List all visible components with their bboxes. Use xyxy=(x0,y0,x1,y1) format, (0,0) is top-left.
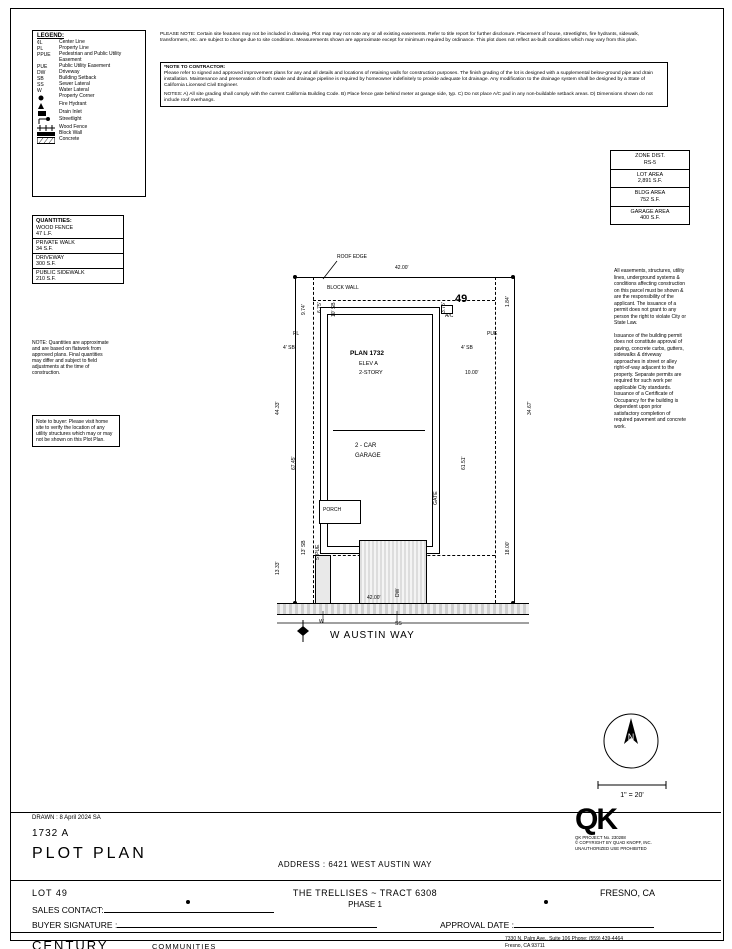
bullet-separator xyxy=(544,893,548,911)
sales-contact-field[interactable] xyxy=(32,905,274,915)
buyer-signature-label: BUYER SIGNATURE : xyxy=(32,920,118,930)
contractor-note-title: *NOTE TO CONTRACTOR: xyxy=(164,65,226,70)
zone-value: 2,891 S.F. xyxy=(637,178,663,185)
legend-key: PUE xyxy=(37,63,48,70)
qk-logo-mark: QK xyxy=(575,803,616,836)
quantity-note: NOTE: Quantities are approximate and are based on flatwork from approved plans. Final quantities may differ and subject to field adjustments at the time of construction. xyxy=(32,340,109,376)
zone-info-box xyxy=(610,150,690,225)
qk-unauthorized: UNAUTHORIZED USE PROHIBITED xyxy=(575,845,647,851)
dim-left-porch: 13' SB xyxy=(301,540,307,555)
legend-box xyxy=(32,30,146,197)
dim-right-inner: 61.51' xyxy=(461,456,467,470)
streetlight-icon xyxy=(37,117,59,125)
quantity-name: PUBLIC SIDEWALK xyxy=(36,270,85,276)
private-walk-area xyxy=(315,555,331,604)
address-label: ADDRESS : 6421 WEST AUSTIN WAY xyxy=(278,860,432,869)
legend-value: Fire Hydrant xyxy=(59,100,87,107)
north-arrow xyxy=(600,710,662,772)
block-wall-label: BLOCK WALL xyxy=(327,285,359,291)
quantity-value: 47 L.F. xyxy=(36,231,53,237)
zone-value: 400 S.F. xyxy=(640,215,660,222)
footer-divider-1 xyxy=(11,812,721,813)
gate-label: GATE xyxy=(433,491,439,505)
legend-value: Drain Inlet xyxy=(59,108,82,115)
dim-left-inner: 67.45' xyxy=(291,456,297,470)
zone-label: ZONE DIST. xyxy=(635,153,665,159)
legend-value: Driveway xyxy=(59,68,80,75)
rear-setback-line xyxy=(313,300,495,301)
scale-text: 1" = 20' xyxy=(620,792,644,799)
property-corner-dot xyxy=(511,275,515,279)
permit-note: Issuance of the building permit does not constitute approval of paving, concrete curbs, gutters, sidewalks & driveway approaches in street or alley right-of-way adjacent to the property. Separate permits are required for such work per applicable City standards. Issuance of a Certificate of Occupancy for the building is dependent upon prior satisfactory completion of required pavement and concrete work. xyxy=(614,332,686,430)
site-plan-drawing xyxy=(255,254,585,627)
legend-value: Block Wall xyxy=(59,129,83,136)
approval-date-label: APPROVAL DATE : xyxy=(440,920,515,930)
legend-value: Streetlight xyxy=(59,115,82,122)
sales-contact-line[interactable] xyxy=(104,912,274,913)
legend-key: SB xyxy=(37,75,44,82)
right-notes-column xyxy=(614,268,686,430)
page-title: PLOT PLAN xyxy=(32,845,147,862)
contractor-note-body: Please refer to signed and approved improvement plans for any and all details and locations of retaining walls for construction purposes. The finish grading of the lot is designed with a supplemental below-ground pipe and drain installation. Maintenance and preservation of both swale and drainage pipeline is required by homeowner indefinitely to provide adequate lot drainage. Any modification to the drainage system shall be designed by a State of California Licensed Civil Engineer. xyxy=(164,71,653,89)
approval-date-line[interactable] xyxy=(514,927,654,928)
phase-label: PHASE 1 xyxy=(348,900,382,909)
please-note-text: PLEASE NOTE: Certain site features may not be included in drawing. Plot map may not note any or all existing easements. Refer to title report for further disclosure. Placement of house, streetlights, fire hydrants, sidewalk, transformers, etc. are subject to change due to site conditions. Measurements shown are approximate except for minimum required by ordinance. This plot does not reflect as-built conditions which may vary from this plan. xyxy=(160,32,640,43)
quantity-name: PRIVATE WALK xyxy=(36,240,75,246)
dim-top-left-3: 10' SB xyxy=(331,302,337,317)
buyer-signature-line[interactable] xyxy=(117,927,377,928)
qk-project-number: QK PROJECT No. 230288 xyxy=(575,835,626,840)
approval-date-field[interactable] xyxy=(440,920,654,930)
drain-inlet-icon xyxy=(37,110,59,117)
garage-label-line1: 2 - CAR xyxy=(355,443,377,449)
tract-label: THE TRELLISES ~ TRACT 6308 xyxy=(292,888,438,898)
legend-value: Property Line xyxy=(59,45,89,51)
property-corner-icon xyxy=(37,94,59,102)
zone-value: RS-5 xyxy=(643,159,657,166)
legend-value: Concrete xyxy=(59,135,80,142)
buyer-note: Note to buyer: Please visit home site to verify the location of any utility structures which may or may not be shown on this Plot Plan. xyxy=(32,415,120,447)
dim-right-sb: 4' SB xyxy=(461,345,473,351)
dim-right-total: 34.67' xyxy=(527,401,533,415)
dim-left-pue: 5' PUE xyxy=(315,544,321,560)
company-address-block xyxy=(505,936,623,949)
dim-bottom-width: 42.00' xyxy=(367,595,381,601)
garage-label-line2: GARAGE xyxy=(355,453,381,459)
contractor-note-list: NOTES: A) All site grading shall comply with the current California Building Code. B) Place fence gate behind meter at garage side, typ. C) Do not place A/C pad in any non-buildable setback areas. D) Dimensions shown do not include roof overhangs. xyxy=(164,91,653,103)
fire-hydrant-icon xyxy=(295,620,311,642)
dim-top-right-1: 3.75' xyxy=(441,302,447,313)
right-setback-line xyxy=(495,277,496,603)
easement-note: All easements, structures, utility lines, underground systems & conditions affecting construction on this parcel must be shown & are the responsibility of the applicant. The issuance of a permit does not grant to any person the right to violate City or State Law. xyxy=(614,268,686,326)
scale-graphic xyxy=(592,780,672,790)
legend-title: LEGEND: xyxy=(37,33,64,39)
porch-label: PORCH xyxy=(323,507,342,513)
company-city: Fresno, CA 93711 xyxy=(505,942,545,949)
fire-hydrant-icon xyxy=(37,102,59,110)
sales-contact-label: SALES CONTACT: xyxy=(32,905,104,915)
quantity-value: 210 S.F. xyxy=(36,276,56,282)
legend-key: PPUE xyxy=(37,52,51,58)
dim-top-left-1: 9.74' xyxy=(301,304,307,315)
plan-elev-label: ELEV A xyxy=(359,361,378,367)
dim-top-right-2: 1.84' xyxy=(505,296,511,307)
pue-label-right: PUE xyxy=(487,331,498,337)
quantity-value: 34 S.F. xyxy=(36,246,53,252)
lot-number: 49 xyxy=(455,293,468,305)
buyer-signature-field[interactable] xyxy=(32,920,377,930)
legend-value: Water Lateral xyxy=(59,86,89,93)
drawn-by: DRAWN : 8 April 2024 SA xyxy=(32,815,101,821)
dim-top-width: 42.00' xyxy=(395,265,409,271)
dim-left-sb: 4' SB xyxy=(283,345,295,351)
legend-value: Sewer Lateral xyxy=(59,80,90,87)
scale-bar xyxy=(592,780,672,799)
plan-number: 1732 A xyxy=(32,828,70,839)
legend-value: Center Line xyxy=(59,39,85,45)
quantities-title: QUANTITIES: xyxy=(36,218,72,224)
zone-label: LOT AREA xyxy=(636,171,664,178)
contractor-note-box xyxy=(160,62,668,107)
quantities-box xyxy=(32,215,124,284)
pl-label-left: PL xyxy=(293,331,300,337)
water-lateral-label: W xyxy=(319,619,324,625)
ac-label: A/C xyxy=(445,313,454,319)
legend-value: Property Corner xyxy=(59,92,95,99)
legend-key: W xyxy=(37,87,42,94)
legend-key: ¢L xyxy=(37,40,43,46)
lot-label: LOT 49 xyxy=(32,888,68,898)
company-address: 7330 N. Palm Ave., Suite 106 Phone: (559) 439-4464 xyxy=(505,936,624,942)
concrete-icon xyxy=(37,137,59,144)
garage-area xyxy=(333,430,425,541)
svg-text:N: N xyxy=(627,732,635,742)
legend-value: Pedestrian and Public Utility Easement xyxy=(59,51,122,63)
dim-left-total: 44.33' xyxy=(275,401,281,415)
brand-name: CENTURY xyxy=(32,938,109,949)
quantity-name: DRIVEWAY xyxy=(36,255,65,261)
zone-label: GARAGE AREA xyxy=(630,208,670,215)
qk-copyright: © COPYRIGHT BY QUAD KNOPF, INC. xyxy=(575,840,652,846)
legend-key: DW xyxy=(37,69,46,76)
sewer-lateral-label: SS xyxy=(395,621,402,627)
city-label: FRESNO, CA xyxy=(600,888,656,898)
quantity-name: WOOD FENCE xyxy=(36,225,74,231)
footer-divider-2 xyxy=(11,880,721,881)
legend-key: SS xyxy=(37,81,44,88)
dim-right-18: 18.00' xyxy=(505,541,511,555)
legend-value: Wood Fence xyxy=(59,123,88,130)
street-centerline xyxy=(277,611,529,627)
plan-stories-label: 2-STORY xyxy=(359,370,383,376)
legend-value: Building Setback xyxy=(59,74,97,81)
property-corner-dot xyxy=(293,275,297,279)
brand-subtitle: COMMUNITIES xyxy=(152,942,217,949)
plan-name-label: PLAN 1732 xyxy=(350,350,384,357)
dw-label: DW xyxy=(395,588,401,597)
dim-right-setback-10: 10.00' xyxy=(465,370,479,376)
roof-edge-label: ROOF EDGE xyxy=(337,254,368,260)
legend-value: Public Utility Easement xyxy=(59,62,111,69)
dim-top-left-2: 6.75' xyxy=(317,302,323,313)
zone-label: BLDG AREA xyxy=(634,190,666,196)
dim-left-lower: 13.33' xyxy=(275,561,281,575)
zone-value: 752 S.F. xyxy=(640,196,660,203)
street-name: W AUSTIN WAY xyxy=(330,630,415,641)
quantity-value: 300 S.F. xyxy=(36,261,56,267)
legend-key: PL xyxy=(37,46,44,52)
footer-divider-3 xyxy=(11,932,721,933)
rear-property-line xyxy=(295,277,513,278)
